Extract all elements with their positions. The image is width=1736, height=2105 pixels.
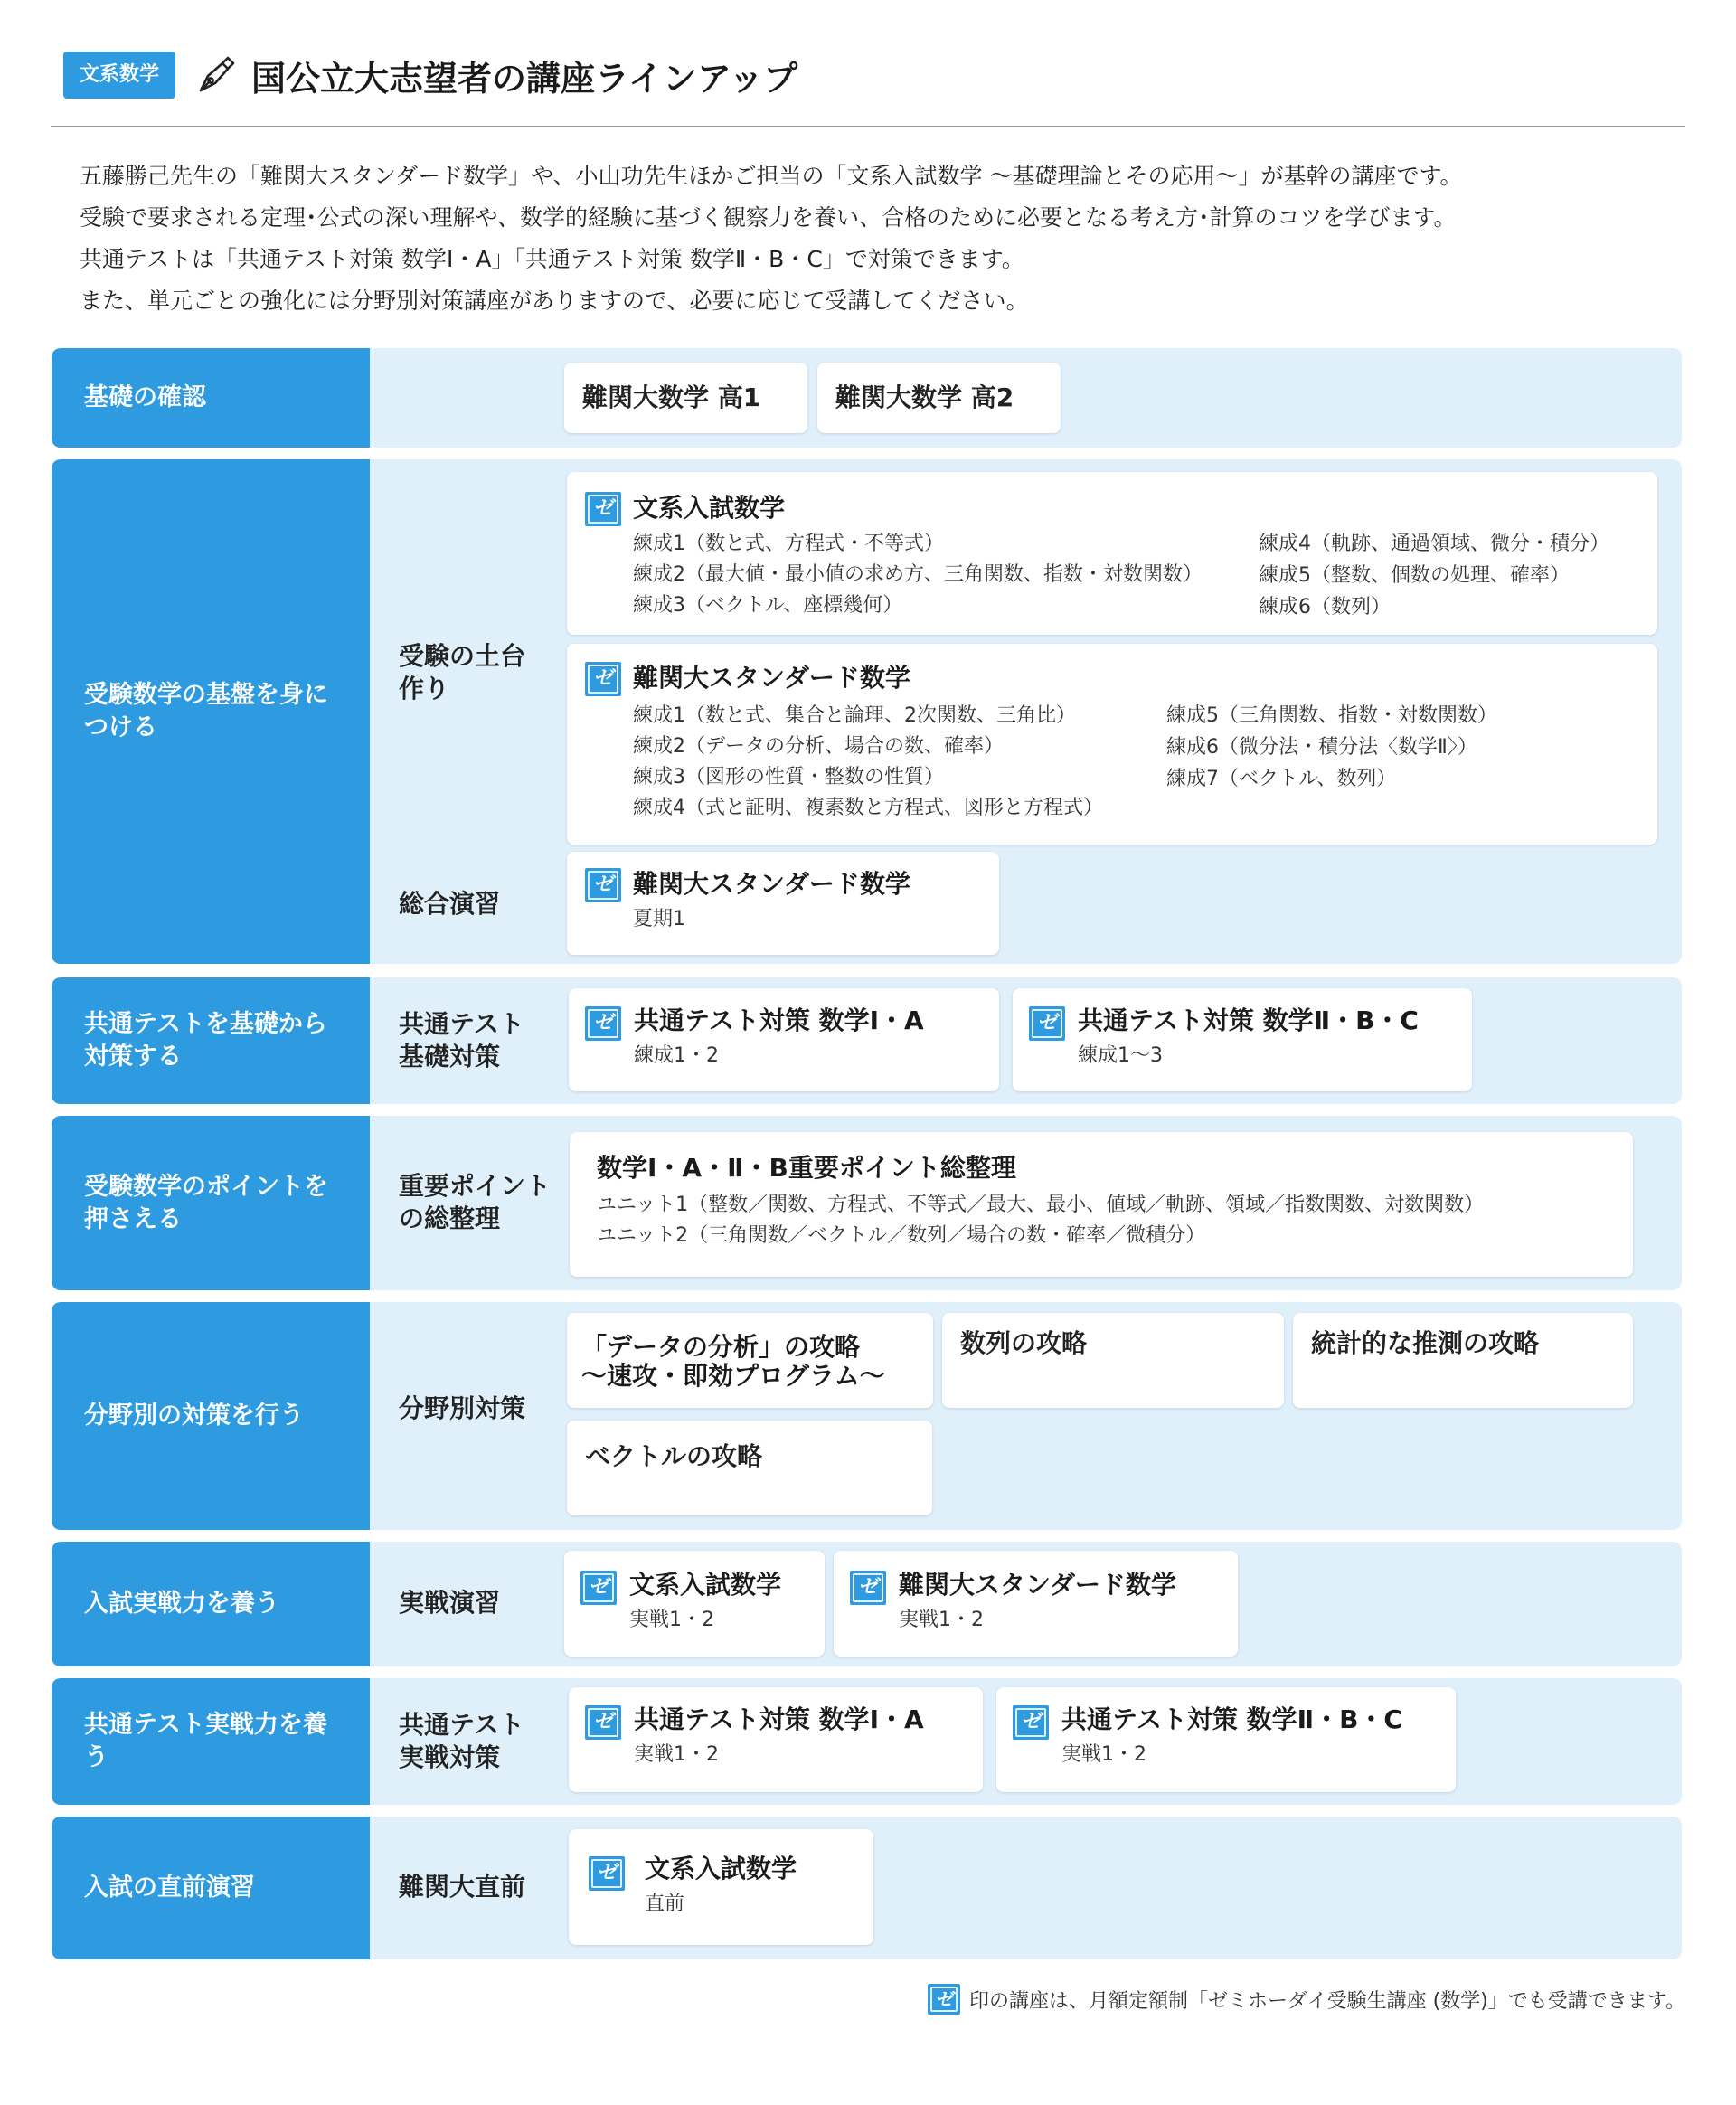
course-title: ベクトルの攻略 bbox=[585, 1441, 763, 1471]
course-card[interactable] bbox=[567, 852, 999, 955]
course-title: 数学Ⅰ・A・Ⅱ・B重要ポイント総整理 bbox=[597, 1153, 1016, 1183]
course-title: 共通テスト対策 数学Ⅱ・B・C bbox=[1061, 1704, 1402, 1734]
course-detail: 練成4（式と証明、複素数と方程式、図形と方程式） bbox=[633, 797, 1103, 819]
course-card[interactable] bbox=[570, 1132, 1633, 1277]
row-key-points bbox=[52, 1116, 1682, 1290]
course-detail: 練成1（数と式、集合と論理、2次関数、三角比） bbox=[633, 704, 1076, 727]
course-detail: 練成6（数列） bbox=[1259, 596, 1391, 618]
course-card[interactable] bbox=[1013, 988, 1472, 1091]
intro-line: 共通テストは「共通テスト対策 数学Ⅰ・A」「共通テスト対策 数学Ⅱ・B・C」で対策できます。 bbox=[80, 246, 1024, 272]
course-card[interactable] bbox=[834, 1551, 1238, 1657]
zemi-icon: ゼ bbox=[585, 868, 621, 902]
course-card[interactable] bbox=[1293, 1313, 1633, 1408]
row-final-practice bbox=[52, 1817, 1682, 1959]
course-title: 難関大数学 高2 bbox=[835, 382, 1014, 412]
course-card[interactable] bbox=[567, 1421, 932, 1515]
zemi-icon: ゼ bbox=[1029, 1006, 1065, 1041]
course-title: 難関大スタンダード数学 bbox=[899, 1570, 1176, 1600]
course-detail: 実戦1・2 bbox=[899, 1609, 984, 1631]
course-title: 共通テスト対策 数学Ⅰ・A bbox=[634, 1704, 924, 1734]
course-detail: 練成2（最大値・最小値の求め方、三角関数、指数・対数関数） bbox=[633, 563, 1203, 586]
row-foundation bbox=[52, 459, 1682, 964]
zemi-icon: ゼ bbox=[850, 1571, 886, 1605]
row-label: 受験数学の基盤を身につける bbox=[52, 459, 370, 964]
course-title: 文系入試数学 bbox=[645, 1854, 797, 1883]
row-label: 共通テストを基礎から対策する bbox=[52, 977, 370, 1104]
intro-line: 五藤勝己先生の「難関大スタンダード数学」や、小山功先生ほかご担当の「文系入試数学 〜基礎理論とその応用〜」が基幹の講座です。 bbox=[80, 163, 1463, 189]
row-label: 共通テスト実戦力を養う bbox=[52, 1678, 370, 1805]
row-sublabel: 難関大直前 bbox=[399, 1872, 526, 1902]
row-sublabel: 共通テスト実戦対策 bbox=[399, 1710, 524, 1772]
course-card[interactable] bbox=[569, 1687, 983, 1792]
zemi-icon: ゼ bbox=[928, 1984, 960, 2015]
course-title: 文系入試数学 bbox=[633, 493, 786, 523]
zemi-icon: ゼ bbox=[585, 662, 621, 696]
course-detail: 実戦1・2 bbox=[634, 1743, 719, 1766]
row-label: 基礎の確認 bbox=[52, 348, 370, 448]
row-common-test-basics bbox=[52, 977, 1682, 1104]
course-card[interactable] bbox=[567, 644, 1657, 845]
course-detail: ユニット2（三角関数／ベクトル／数列／場合の数・確率／微積分） bbox=[597, 1224, 1206, 1247]
intro-line: 受験で要求される定理･公式の深い理解や、数学的経験に基づく観察力を養い、合格のために必要となる考え方･計算のコツを学びます。 bbox=[80, 204, 1457, 231]
row-label: 受験数学のポイントを押さえる bbox=[52, 1116, 370, 1290]
course-card[interactable] bbox=[942, 1313, 1284, 1408]
course-card[interactable] bbox=[564, 1551, 825, 1657]
course-detail: ユニット1（整数／関数、方程式、不等式／最大、最小、値域／軌跡、領域／指数関数、対数関数） bbox=[597, 1194, 1485, 1216]
course-title: 数列の攻略 bbox=[960, 1328, 1088, 1358]
course-card[interactable] bbox=[996, 1687, 1456, 1792]
subject-badge: 文系数学 bbox=[63, 52, 175, 99]
row-label: 入試実戦力を養う bbox=[52, 1542, 370, 1666]
course-title: 共通テスト対策 数学Ⅰ・A bbox=[634, 1005, 924, 1035]
course-card[interactable] bbox=[567, 472, 1657, 635]
zemi-icon: ゼ bbox=[585, 1705, 621, 1740]
header-divider bbox=[51, 126, 1685, 127]
course-card[interactable] bbox=[564, 363, 807, 433]
course-card[interactable] bbox=[569, 1829, 873, 1945]
zemi-icon: ゼ bbox=[585, 1006, 621, 1041]
course-detail: 練成3（図形の性質・整数の性質） bbox=[633, 766, 944, 788]
course-detail: 練成6（微分法・積分法〈数学Ⅱ〉） bbox=[1166, 736, 1477, 759]
course-card[interactable] bbox=[817, 363, 1061, 433]
row-basics bbox=[52, 348, 1682, 448]
course-detail: 実戦1・2 bbox=[1061, 1743, 1146, 1766]
course-detail: 練成1（数と式、方程式・不等式） bbox=[633, 533, 944, 555]
row-exam-practice bbox=[52, 1542, 1682, 1666]
course-detail: 夏期1 bbox=[633, 908, 685, 930]
course-detail: 練成1〜3 bbox=[1078, 1044, 1163, 1067]
course-detail: 練成3（ベクトル、座標幾何） bbox=[633, 594, 903, 617]
row-sublabel: 重要ポイントの総整理 bbox=[399, 1171, 552, 1233]
zemi-icon: ゼ bbox=[1013, 1705, 1049, 1740]
course-detail: 練成1・2 bbox=[634, 1044, 719, 1067]
course-detail: 練成5（三角関数、指数・対数関数） bbox=[1166, 704, 1497, 727]
course-title: 文系入試数学 bbox=[629, 1570, 782, 1600]
zemi-icon: ゼ bbox=[589, 1856, 625, 1891]
zemi-icon: ゼ bbox=[580, 1571, 617, 1605]
page-title: 国公立大志望者の講座ラインアップ bbox=[251, 58, 798, 99]
course-title: 難関大スタンダード数学 bbox=[633, 869, 910, 899]
row-sublabel: 共通テスト基礎対策 bbox=[399, 1009, 524, 1071]
course-title: 「データの分析」の攻略 bbox=[581, 1332, 861, 1362]
row-sublabel: 受験の土台作り bbox=[399, 641, 526, 703]
pen-icon bbox=[195, 54, 237, 96]
course-detail: 練成2（データの分析、場合の数、確率） bbox=[633, 735, 1004, 758]
course-card[interactable] bbox=[569, 988, 999, 1091]
course-title: 統計的な推測の攻略 bbox=[1311, 1328, 1540, 1358]
course-detail: 直前 bbox=[645, 1893, 685, 1915]
row-common-test-practice bbox=[52, 1678, 1682, 1805]
footnote bbox=[928, 1984, 1685, 2015]
row-sublabel: 総合演習 bbox=[399, 889, 501, 919]
course-detail: 実戦1・2 bbox=[629, 1609, 714, 1631]
course-title: 〜速攻・即効プログラム〜 bbox=[581, 1361, 885, 1391]
zemi-icon: ゼ bbox=[585, 492, 621, 526]
row-sublabel: 実戦演習 bbox=[399, 1588, 501, 1618]
course-title: 共通テスト対策 数学Ⅱ・B・C bbox=[1078, 1005, 1419, 1035]
intro-line: また、単元ごとの強化には分野別対策講座がありますので、必要に応じて受講してください。 bbox=[80, 288, 1029, 314]
row-sublabel: 分野別対策 bbox=[399, 1393, 526, 1423]
page-header bbox=[63, 50, 797, 100]
course-detail: 練成4（軌跡、通過領域、微分・積分） bbox=[1259, 533, 1609, 555]
row-label: 入試の直前演習 bbox=[52, 1817, 370, 1959]
course-card[interactable] bbox=[567, 1313, 933, 1408]
course-detail: 練成7（ベクトル、数列） bbox=[1166, 768, 1397, 790]
course-title: 難関大数学 高1 bbox=[582, 382, 761, 412]
course-detail: 練成5（整数、個数の処理、確率） bbox=[1259, 564, 1570, 587]
footnote-text: 印の講座は、月額定額制「ゼミホーダイ受験生講座 (数学)」でも受講できます。 bbox=[969, 1989, 1685, 2013]
course-title: 難関大スタンダード数学 bbox=[633, 663, 910, 693]
row-by-field bbox=[52, 1302, 1682, 1530]
intro-text bbox=[80, 156, 1689, 322]
row-label: 分野別の対策を行う bbox=[52, 1302, 370, 1530]
